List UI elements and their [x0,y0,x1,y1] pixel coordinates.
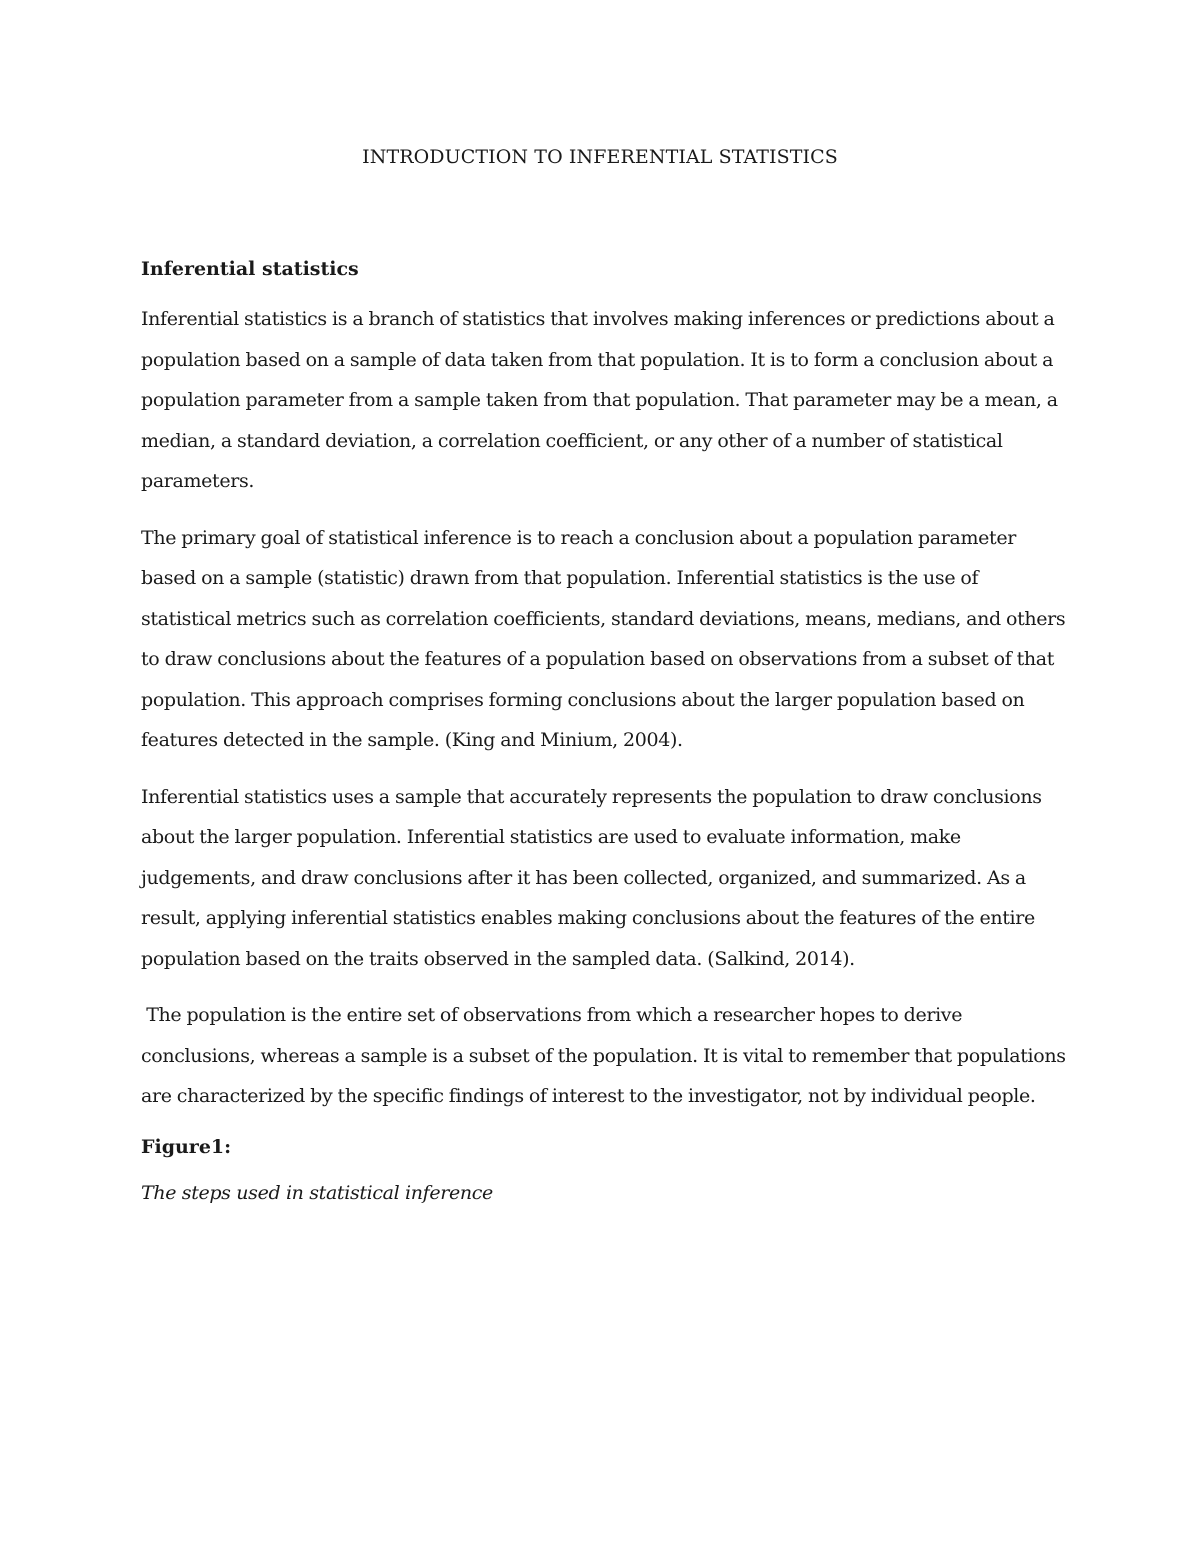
figure-label: Figure1: [141,1135,232,1158]
document-body [141,255,1071,1207]
paragraph-3: Inferential statistics uses a sample that accurately represents the population to draw conclusions about the larger population. Inferential statistics are used to evaluate information, make judgements, and draw conclusions after it has been collected, organized, and summarized. As a result, applying inferential statistics enables making conclusions about the features of the entire population based on the traits observed in the sampled data. (Salkind, 2014). [141,785,1042,970]
paragraph-2: The primary goal of statistical inference is to reach a conclusion about a population parameter based on a sample (statistic) drawn from that population. Inferential statistics is the use of statistical metrics such as correlation coefficients, standard deviations, means, medians, and others to draw conclusions about the features of a population based on observations from a subset of that population. This approach comprises forming conclusions about the larger population based on features detected in the sample. (King and Minium, 2004). [141,526,1066,751]
document-title: INTRODUCTION TO INFERENTIAL STATISTICS [362,146,838,168]
section-heading: Inferential statistics [141,258,359,280]
figure-caption: The steps used in statistical inference [141,1181,493,1204]
paragraph-1: Inferential statistics is a branch of statistics that involves making inferences or predictions about a population based on a sample of data taken from that population. It is to form a conclusion about a population parameter from a sample taken from that population. That parameter may be a mean, a median, a standard deviation, a correlation coefficient, or any other of a number of statistical parameters. [141,308,1058,492]
paragraph-4: The population is the entire set of observations from which a researcher hopes to derive conclusions, whereas a sample is a subset of the population. It is vital to remember that populations are characterized by the specific findings of interest to the investigator, not by individual people. [141,1004,1071,1107]
